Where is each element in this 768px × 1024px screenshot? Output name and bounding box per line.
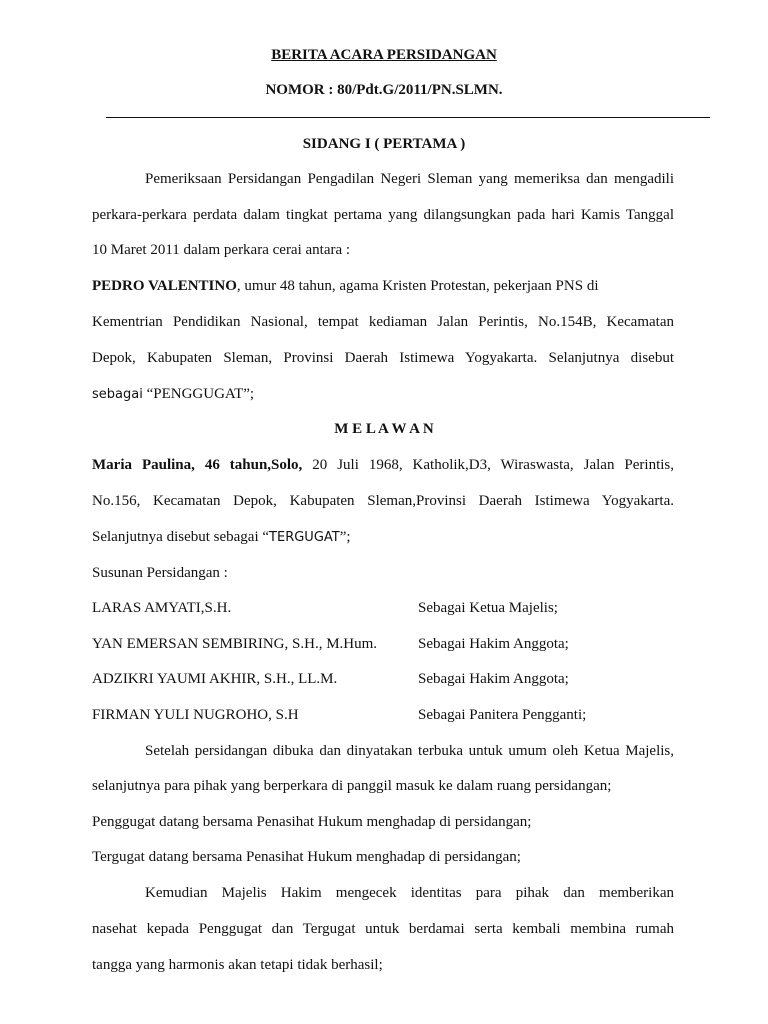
panel-heading: Susunan Persidangan : [92,565,228,581]
plaintiff-label-prefix: sebagai [92,387,143,402]
intro-line-1: Pemeriksaan Persidangan Pengadilan Negeri Sleman yang memeriksa dan mengadili [145,171,674,187]
document-title: BERITA ACARA PERSIDANGAN [271,47,497,63]
plaintiff-name: PEDRO VALENTINO [92,278,237,294]
plaintiff-line-1 [92,276,599,296]
defendant-label-suffix: ”; [339,529,351,545]
panel-member-name: YAN EMERSAN SEMBIRING, S.H., M.Hum. [92,636,378,652]
plaintiff-label: “PENGGUGAT”; [142,386,255,402]
panel-member-role: Sebagai Hakim Anggota; [418,636,569,652]
panel-member-role: Sebagai Ketua Majelis; [418,600,558,616]
plaintiff-line-3: Depok, Kabupaten Sleman, Provinsi Daerah Istimewa Yogyakarta. Selanjutnya disebut [92,350,674,366]
mediation-line-3: tangga yang harmonis akan tetapi tidak berhasil; [92,957,383,973]
plaintiff-details: , umur 48 tahun, agama Kristen Protestan, pekerjaan PNS di [236,278,599,294]
panel-member-name: ADZIKRI YAUMI AKHIR, S.H., LL.M. [92,671,338,687]
panel-member-role: Sebagai Hakim Anggota; [418,671,569,687]
panel-member-name: FIRMAN YULI NUGROHO, S.H [92,707,299,723]
defendant-line-2: No.156, Kecamatan Depok, Kabupaten Sleman,Provinsi Daerah Istimewa Yogyakarta. [92,493,674,509]
mediation-line-1: Kemudian Majelis Hakim mengecek identitas para pihak dan memberikan [145,885,674,901]
session-title: SIDANG I ( PERTAMA ) [302,136,466,152]
panel-member-name: LARAS AMYATI,S.H. [92,600,232,616]
plaintiff-attendance: Penggugat datang bersama Penasihat Hukum menghadap di persidangan; [92,814,532,830]
intro-line-2: perkara-perkara perdata dalam tingkat pertama yang dilangsungkan pada hari Kamis Tanggal [92,207,674,223]
defendant-label-term: TERGUGAT [269,530,340,545]
defendant-details: 20 Juli 1968, Katholik,D3, Wiraswasta, Jalan Perintis, [302,457,674,473]
versus-heading: M E L A W A N [334,421,434,437]
defendant-attendance: Tergugat datang bersama Penasihat Hukum menghadap di persidangan; [92,849,521,865]
panel-member-role: Sebagai Panitera Pengganti; [418,707,587,723]
proceedings-line-1: Setelah persidangan dibuka dan dinyatakan terbuka untuk umum oleh Ketua Majelis, [145,743,674,759]
plaintiff-line-4 [92,384,254,405]
defendant-line-3 [92,527,351,548]
header-divider [106,117,710,118]
defendant-name: Maria Paulina, 46 tahun,Solo, [92,457,303,473]
plaintiff-line-2: Kementrian Pendidikan Nasional, tempat kediaman Jalan Perintis, No.154B, Kecamatan [92,314,674,330]
mediation-line-2: nasehat kepada Penggugat dan Tergugat untuk berdamai serta kembali membina rumah [92,921,674,937]
intro-line-3: 10 Maret 2011 dalam perkara cerai antara : [92,242,351,258]
defendant-label-prefix: Selanjutnya disebut sebagai “ [92,529,270,545]
case-number: NOMOR : 80/Pdt.G/2011/PN.SLMN. [265,82,503,98]
defendant-line-1 [92,455,674,475]
proceedings-line-2: selanjutnya para pihak yang berperkara di panggil masuk ke dalam ruang persidangan; [92,778,612,794]
